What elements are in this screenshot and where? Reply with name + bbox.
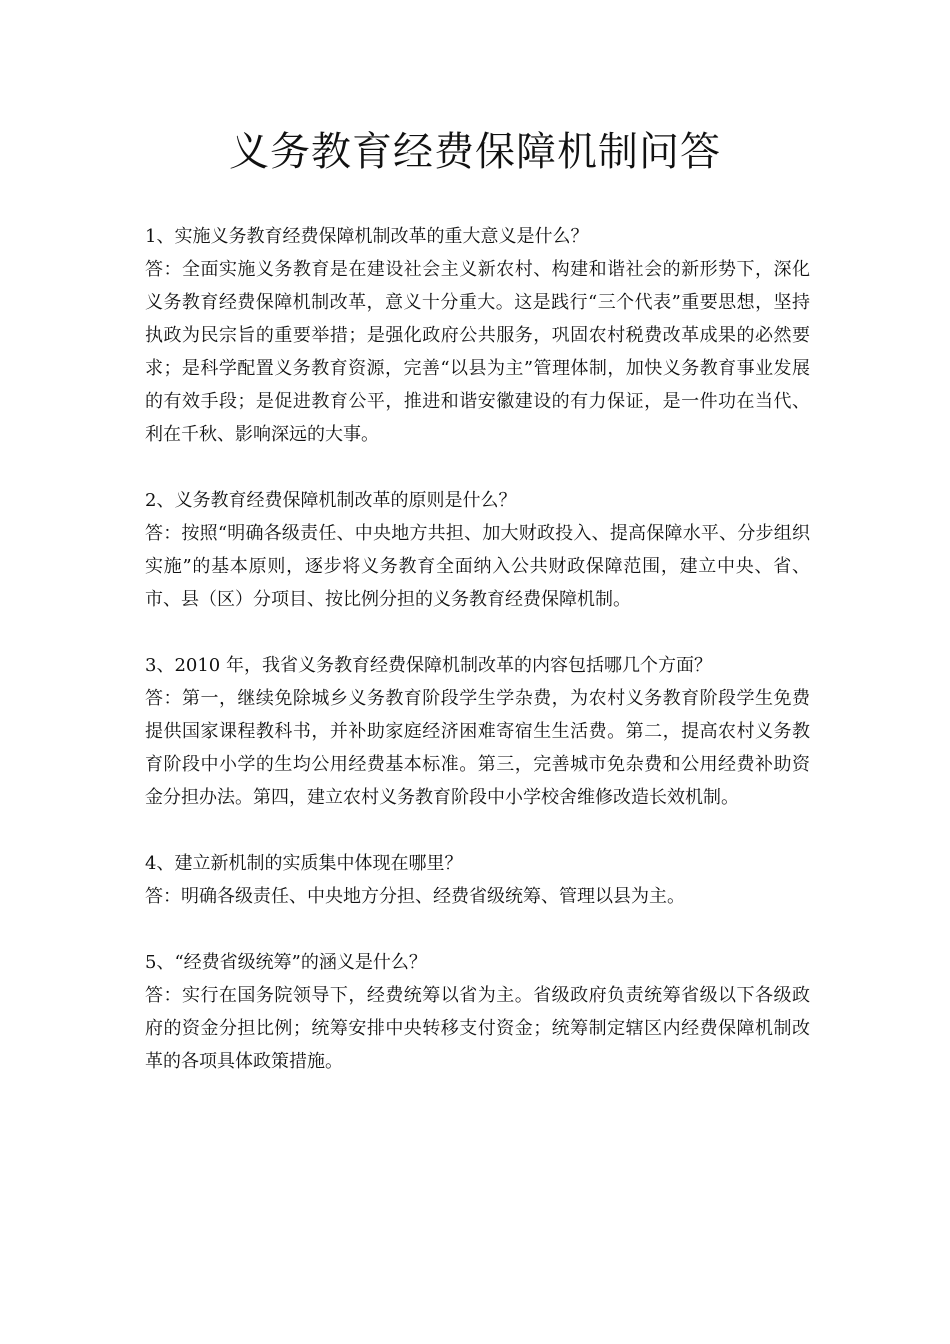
answer-5: 答：实行在国务院领导下，经费统筹以省为主。省级政府负责统筹省级以下各级政府的资金分担比例；统筹安排中央转移支付资金；统筹制定辖区内经费保障机制改革的各项具体政策措施。 [145, 985, 810, 1072]
question-3: 3、2010 年，我省义务教育经费保障机制改革的内容包括哪几个方面？ [145, 655, 712, 676]
qa-item-2 [145, 484, 810, 616]
document-title: 义务教育经费保障机制问答 [229, 129, 721, 175]
qa-list [145, 220, 810, 1111]
qa-item-4 [145, 847, 810, 913]
qa-item-3 [145, 649, 810, 814]
qa-item-1 [145, 220, 810, 451]
question-5: 5、“经费省级统筹”的涵义是什么？ [145, 952, 427, 973]
answer-4: 答：明确各级责任、中央地方分担、经费省级统筹、管理以县为主。 [145, 886, 685, 907]
question-4: 4、建立新机制的实质集中体现在哪里？ [145, 853, 463, 874]
question-2: 2、义务教育经费保障机制改革的原则是什么？ [145, 490, 517, 511]
question-1: 1、实施义务教育经费保障机制改革的重大意义是什么？ [145, 226, 589, 247]
answer-3: 答：第一，继续免除城乡义务教育阶段学生学杂费，为农村义务教育阶段学生免费提供国家课程教科书，并补助家庭经济困难寄宿生生活费。第二，提高农村义务教育阶段中小学的生均公用经费基本标准。第三，完善城市免杂费和公用经费补助资金分担办法。第四，建立农村义务教育阶段中小学校舍维修改造长效机制。 [145, 688, 810, 808]
answer-2: 答：按照“明确各级责任、中央地方共担、加大财政投入、提高保障水平、分步组织实施”的基本原则，逐步将义务教育全面纳入公共财政保障范围，建立中央、省、市、县（区）分项目、按比例分担的义务教育经费保障机制。 [145, 523, 810, 610]
answer-1: 答：全面实施义务教育是在建设社会主义新农村、构建和谐社会的新形势下，深化义务教育经费保障机制改革，意义十分重大。这是践行“三个代表”重要思想，坚持执政为民宗旨的重要举措；是强化政府公共服务，巩固农村税费改革成果的必然要求；是科学配置义务教育资源，完善“以县为主”管理体制，加快义务教育事业发展的有效手段；是促进教育公平，推进和谐安徽建设的有力保证，是一件功在当代、利在千秋、影响深远的大事。 [145, 259, 810, 445]
qa-item-5 [145, 946, 810, 1078]
